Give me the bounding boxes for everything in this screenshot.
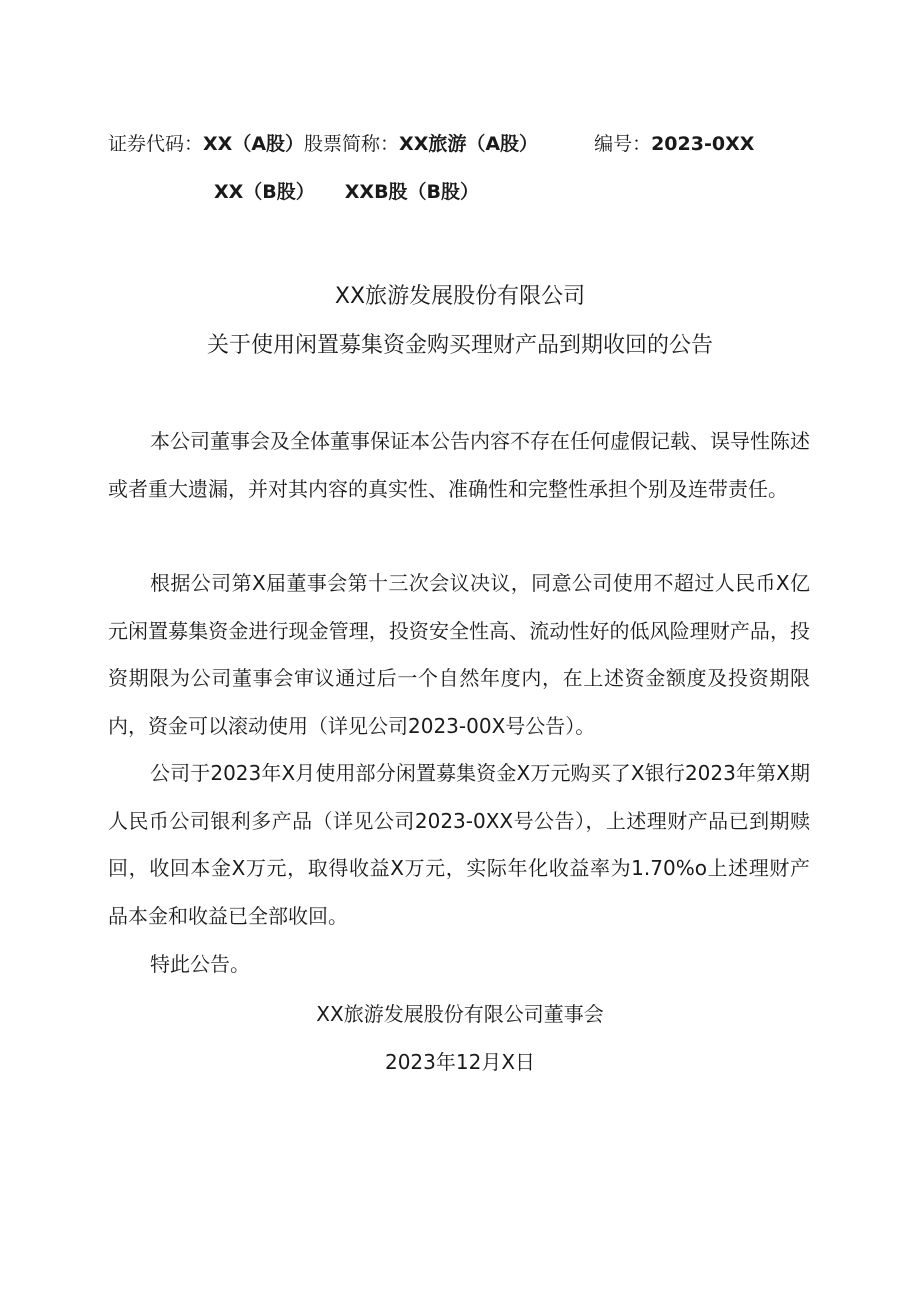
paragraph-redemption: 公司于2023年X月使用部分闲置募集资金X万元购买了X银行2023年第X期人民币公司银利多产品（详见公司2023-0XX号公告），上述理财产品已到期赎回，收回本金X万元，取得收益X万元，实际年化收益率为1.70%o上述理财产品本金和收益已全部收回。 [108,761,810,928]
header-line-b [214,180,479,204]
stock-code-b: XX（B股） [214,181,315,203]
announcement-title: 关于使用闲置募集资金购买理财产品到期收回的公告 [206,333,713,358]
stock-code-label: 证券代码： [108,133,204,155]
stock-abbr-label: 股票简称： [304,133,400,155]
stock-abbr-a: XX旅游（A股） [399,133,539,155]
signature-board: XX旅游发展股份有限公司董事会 [316,1002,604,1026]
announcement-number-label: 编号： [594,133,652,155]
paragraph-closing: 特此公告。 [150,952,250,976]
header-line-a [108,132,754,156]
company-title: XX旅游发展股份有限公司 [334,284,586,309]
signature-date: 2023年12月X日 [384,1050,536,1074]
stock-abbr-b: XXB股（B股） [344,181,480,203]
paragraph-disclaimer: 本公司董事会及全体董事保证本公告内容不存在任何虚假记载、误导性陈述或者重大遗漏，并对其内容的真实性、准确性和完整性承担个别及连带责任。 [108,429,810,501]
announcement-number: 2023-0XX [651,133,755,155]
paragraph-background: 根据公司第X届董事会第十三次会议决议，同意公司使用不超过人民币X亿元闲置募集资金进行现金管理，投资安全性高、流动性好的低风险理财产品，投资期限为公司董事会审议通过后一个自然年度内，在上述资金额度及投资期限内，资金可以滚动使用（详见公司2023-00X号公告）。 [108,571,810,738]
stock-code-a: XX（A股） [203,133,305,155]
